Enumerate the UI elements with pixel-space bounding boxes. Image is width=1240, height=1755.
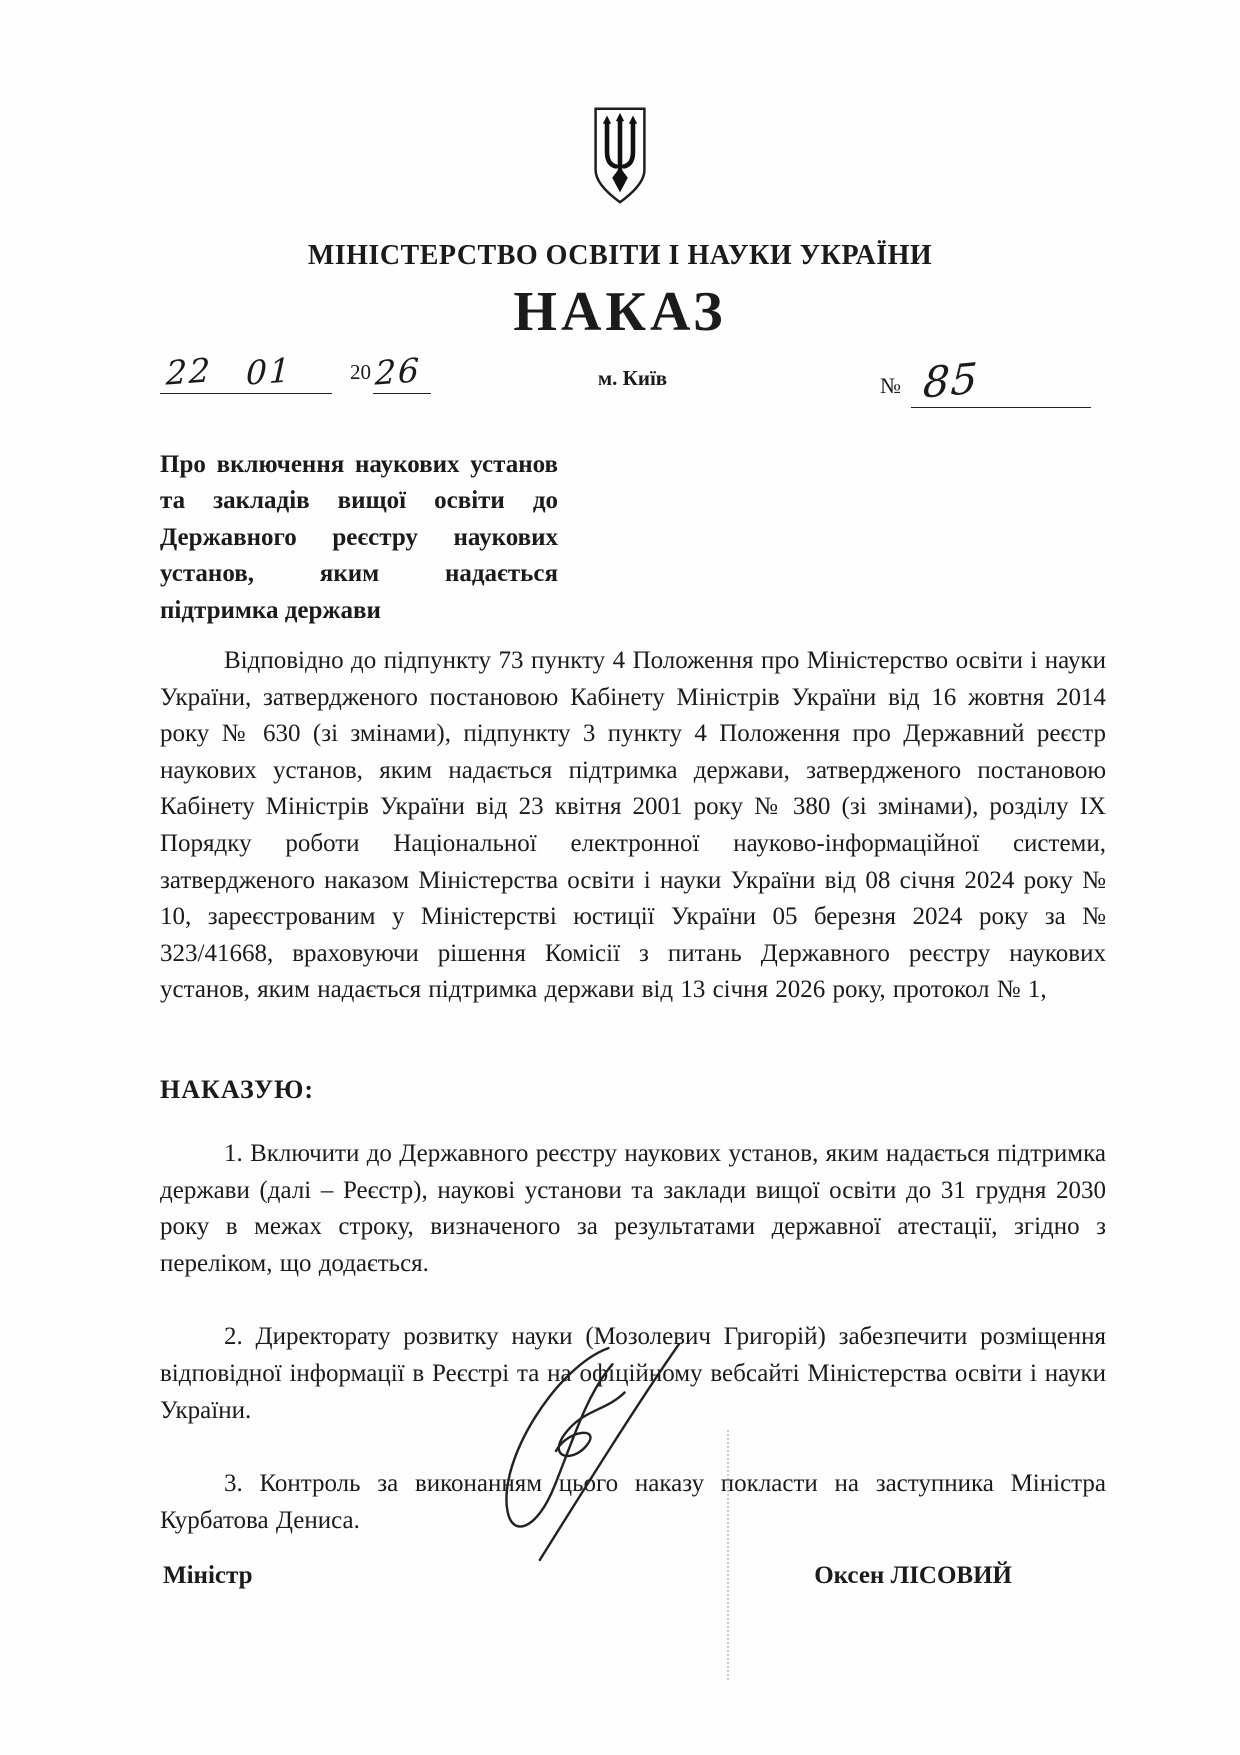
date-year: 26 — [374, 350, 422, 393]
order-item-1: 1. Включити до Державного реєстру наукових установ, яким надається підтримка держави (далі – Реєстр), наукові установи та заклади вищої освіти до 31 грудня 2030 року в межах строку, визначеного за результатами державної атестації, згідно з переліком, що додається. — [160, 1140, 1106, 1277]
resolution-word: НАКАЗУЮ: — [160, 1075, 315, 1104]
order-number-field — [880, 353, 1091, 408]
signoff-name-label: Оксен ЛІСОВИЙ — [814, 1562, 1012, 1589]
order-item-3: 3. Контроль за виконанням цього наказу покласти на заступника Міністра Курбатова Дениса. — [160, 1470, 1106, 1534]
place-label: м. Київ — [597, 366, 668, 390]
date-month: 01 — [245, 350, 293, 393]
ministry-title: МІНІСТЕРСТВО ОСВІТИ І НАУКИ УКРАЇНИ — [307, 240, 933, 271]
signoff-position-label: Міністр — [163, 1562, 253, 1589]
order-number: 85 — [921, 353, 980, 408]
ukraine-trident-emblem-icon — [593, 106, 647, 206]
date-year-prefix: 20 — [350, 360, 371, 384]
document-type-title: НАКАЗ — [513, 281, 727, 343]
order-number-underline — [911, 353, 1091, 408]
order-preamble: Відповідно до підпункту 73 пункту 4 Положення про Міністерство освіти і науки України, затвердженого постановою Кабінету Міністрів України від 16 жовтня 2014 року № 630 (зі змінами), підпункту 3 пункту 4 Положення про Державний реєстр наукових установ, яким надається підтримка держави, затвердженого постановою Кабінету Міністрів України від 23 квітня 2001 року № 380 (зі змінами), розділу IX Порядку роботи Національної електронної науково-інформаційної системи, затвердженого наказом Міністерства освіти і науки України від 08 січня 2024 року № 10, зареєстрованим у Міністерстві юстиції України 05 березня 2024 року за № 323/41668, враховуючи рішення Комісії з питань Державного реєстру наукових установ, яким надається підтримка держави від 13 січня 2026 року, протокол № 1, — [160, 647, 1106, 1004]
date-day: 22 — [165, 350, 213, 393]
handwritten-signature — [438, 1336, 682, 1568]
order-subject: Про включення наукових установ та закладів вищої освіти до Державного реєстру наукових установ, яким надається підтримка держави — [160, 451, 558, 624]
meta-row — [160, 352, 1105, 412]
order-item-2: 2. Директорату розвитку науки (Мозолевич Григорій) забезпечити розміщення відповідної інформації в Реєстрі та на офіційному вебсайті Міністерства освіти і науки України. — [160, 1323, 1106, 1424]
scan-fold-artifact — [727, 1430, 729, 1680]
numero-label: № — [880, 373, 901, 398]
